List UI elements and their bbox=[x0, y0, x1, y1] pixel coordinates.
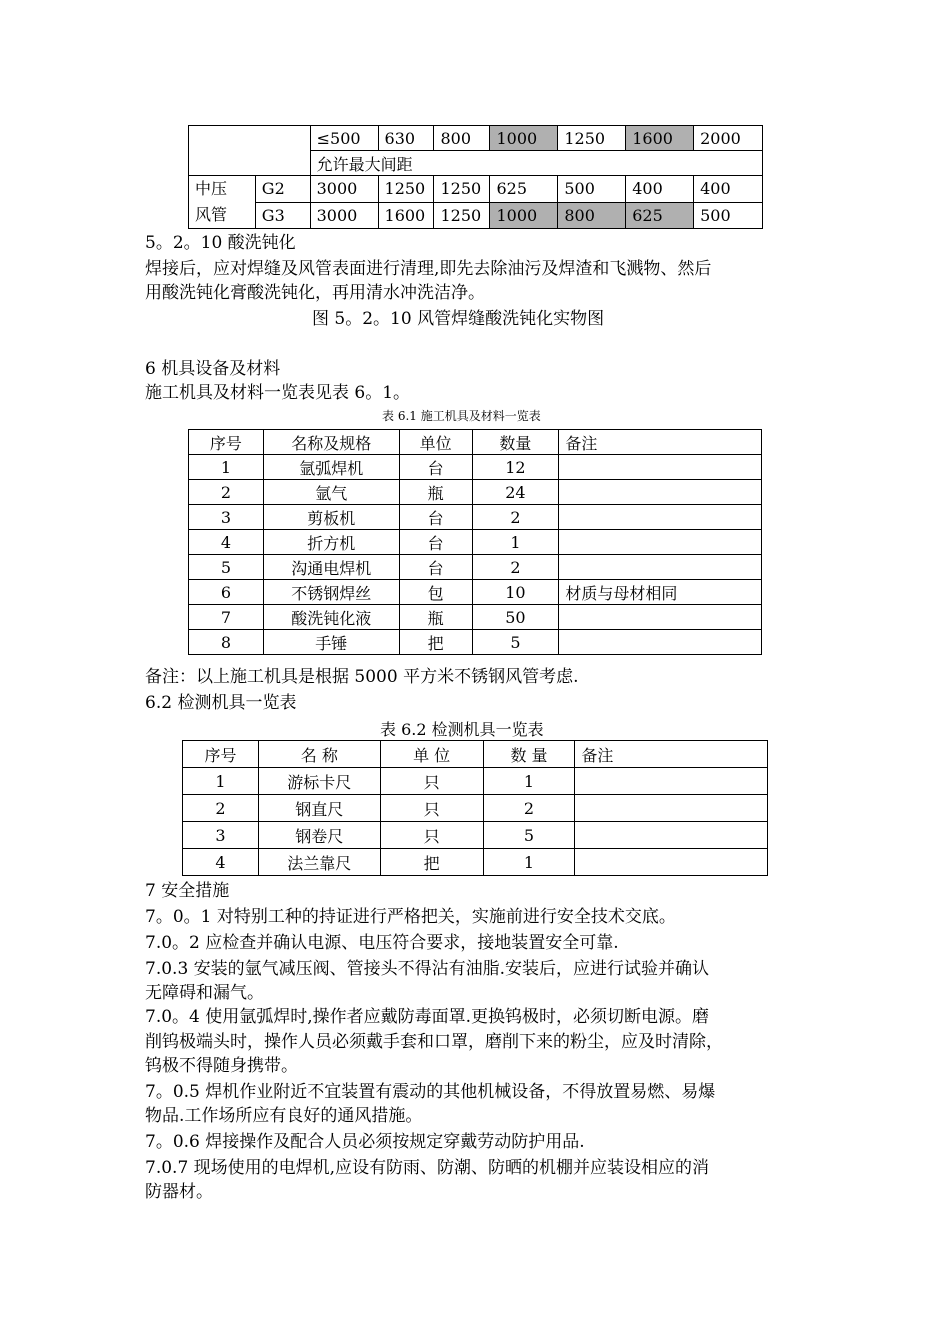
paragraph-line: 防器材。 bbox=[145, 1182, 213, 1202]
paragraph: 焊接后，应对焊缝及风管表面进行清理,即先去除油污及焊渣和飞溅物、然后 bbox=[145, 259, 712, 279]
header-cell: 数 量 bbox=[483, 741, 575, 768]
value-cell: 800 bbox=[558, 202, 626, 229]
table-row: 2 氩气 瓶 24 bbox=[189, 480, 762, 505]
table-row: 3 钢卷尺 只 5 bbox=[183, 822, 768, 849]
header-cell: 序号 bbox=[183, 741, 259, 768]
paragraph-line: 7。0.6 焊接操作及配合人员必须按规定穿戴劳动防护用品. bbox=[145, 1132, 585, 1152]
size-header: 1000 bbox=[490, 126, 558, 151]
header-cell: 备注 bbox=[559, 430, 762, 455]
size-header: 2000 bbox=[694, 126, 763, 151]
size-header: 1250 bbox=[558, 126, 626, 151]
value-cell: 1250 bbox=[434, 202, 490, 229]
span-label: 允许最大间距 bbox=[310, 151, 762, 176]
paragraph-line: 物品.工作场所应有良好的通风措施。 bbox=[145, 1106, 423, 1126]
value-cell: 1250 bbox=[434, 176, 490, 203]
paragraph-line: 7.0.7 现场使用的电焊机,应设有防雨、防潮、防晒的机棚并应装设相应的消 bbox=[145, 1158, 710, 1178]
paragraph-line: 削钨极端头时，操作人员必须戴手套和口罩，磨削下来的粉尘，应及时清除， bbox=[145, 1032, 723, 1052]
value-cell: 3000 bbox=[310, 202, 378, 229]
paragraph: 用酸洗钝化膏酸洗钝化，再用清水冲洗洁净。 bbox=[145, 283, 485, 303]
size-header: 630 bbox=[378, 126, 434, 151]
value-cell: 400 bbox=[694, 176, 763, 203]
paragraph-line: 7.0。4 使用氩弧焊时,操作者应戴防毒面罩.更换钨极时，必须切断电源。磨 bbox=[145, 1007, 710, 1027]
value-cell: 1250 bbox=[378, 176, 434, 203]
paragraph-line: 7.0。2 应检查并确认电源、电压符合要求，接地装置安全可靠. bbox=[145, 933, 619, 953]
value-cell: 3000 bbox=[310, 176, 378, 203]
table-caption: 表 6.2 检测机具一览表 bbox=[380, 720, 544, 739]
equipment-table bbox=[188, 429, 762, 655]
table-caption: 表 6.1 施工机具及材料一览表 bbox=[382, 409, 541, 423]
inspection-table bbox=[182, 740, 768, 876]
table-row: 4 折方机 台 1 bbox=[189, 530, 762, 555]
section-heading: 7 安全措施 bbox=[145, 881, 230, 901]
size-header: 1600 bbox=[626, 126, 694, 151]
header-cell: 单位 bbox=[399, 430, 472, 455]
header-cell: 序号 bbox=[189, 430, 264, 455]
table-row: 5 沟通电焊机 台 2 bbox=[189, 555, 762, 580]
header-cell: 数量 bbox=[472, 430, 559, 455]
value-cell: 1000 bbox=[490, 202, 558, 229]
paragraph: 施工机具及材料一览表见表 6。1。 bbox=[145, 383, 411, 403]
paragraph-line: 7.0.3 安装的氩气减压阀、管接头不得沾有油脂.安装后，应进行试验并确认 bbox=[145, 959, 710, 979]
value-cell: 500 bbox=[558, 176, 626, 203]
table-row: 1 氩弧焊机 台 12 bbox=[189, 455, 762, 480]
group-label: 中压 风管 bbox=[189, 176, 256, 229]
paragraph-line: 钨极不得随身携带。 bbox=[145, 1056, 298, 1076]
table-row: 8 手锤 把 5 bbox=[189, 630, 762, 655]
value-cell: 400 bbox=[626, 176, 694, 203]
size-header: 800 bbox=[434, 126, 490, 151]
section-heading: 5。2。10 酸洗钝化 bbox=[145, 233, 296, 253]
sub-heading: 6.2 检测机具一览表 bbox=[145, 693, 297, 713]
duct-spacing-table bbox=[188, 125, 763, 229]
section-heading: 6 机具设备及材料 bbox=[145, 359, 281, 379]
paragraph-line: 7。0。1 对特别工种的持证进行严格把关，实施前进行安全技术交底。 bbox=[145, 907, 676, 927]
table-row: 2 钢直尺 只 2 bbox=[183, 795, 768, 822]
header-cell: 单 位 bbox=[380, 741, 483, 768]
table-row: 7 酸洗钝化液 瓶 50 bbox=[189, 605, 762, 630]
grade-cell: G2 bbox=[255, 176, 310, 203]
table-row: 4 法兰靠尺 把 1 bbox=[183, 849, 768, 876]
table-row: 6 不锈钢焊丝 包 10 材质与母材相同 bbox=[189, 580, 762, 605]
size-header: ≤500 bbox=[310, 126, 378, 151]
value-cell: 625 bbox=[490, 176, 558, 203]
value-cell: 1600 bbox=[378, 202, 434, 229]
table-row: 3 剪板机 台 2 bbox=[189, 505, 762, 530]
table-row: 1 游标卡尺 只 1 bbox=[183, 768, 768, 795]
value-cell: 500 bbox=[694, 202, 763, 229]
figure-caption: 图 5。2。10 风管焊缝酸洗钝化实物图 bbox=[312, 309, 605, 329]
paragraph-line: 无障碍和漏气。 bbox=[145, 983, 264, 1003]
value-cell: 625 bbox=[626, 202, 694, 229]
note: 备注：以上施工机具是根据 5000 平方米不锈钢风管考虑. bbox=[145, 667, 579, 687]
header-cell: 名 称 bbox=[258, 741, 380, 768]
header-cell: 名称及规格 bbox=[263, 430, 399, 455]
grade-cell: G3 bbox=[255, 202, 310, 229]
paragraph-line: 7。0.5 焊机作业附近不宜装置有震动的其他机械设备，不得放置易燃、易爆 bbox=[145, 1082, 716, 1102]
header-cell: 备注 bbox=[575, 741, 768, 768]
